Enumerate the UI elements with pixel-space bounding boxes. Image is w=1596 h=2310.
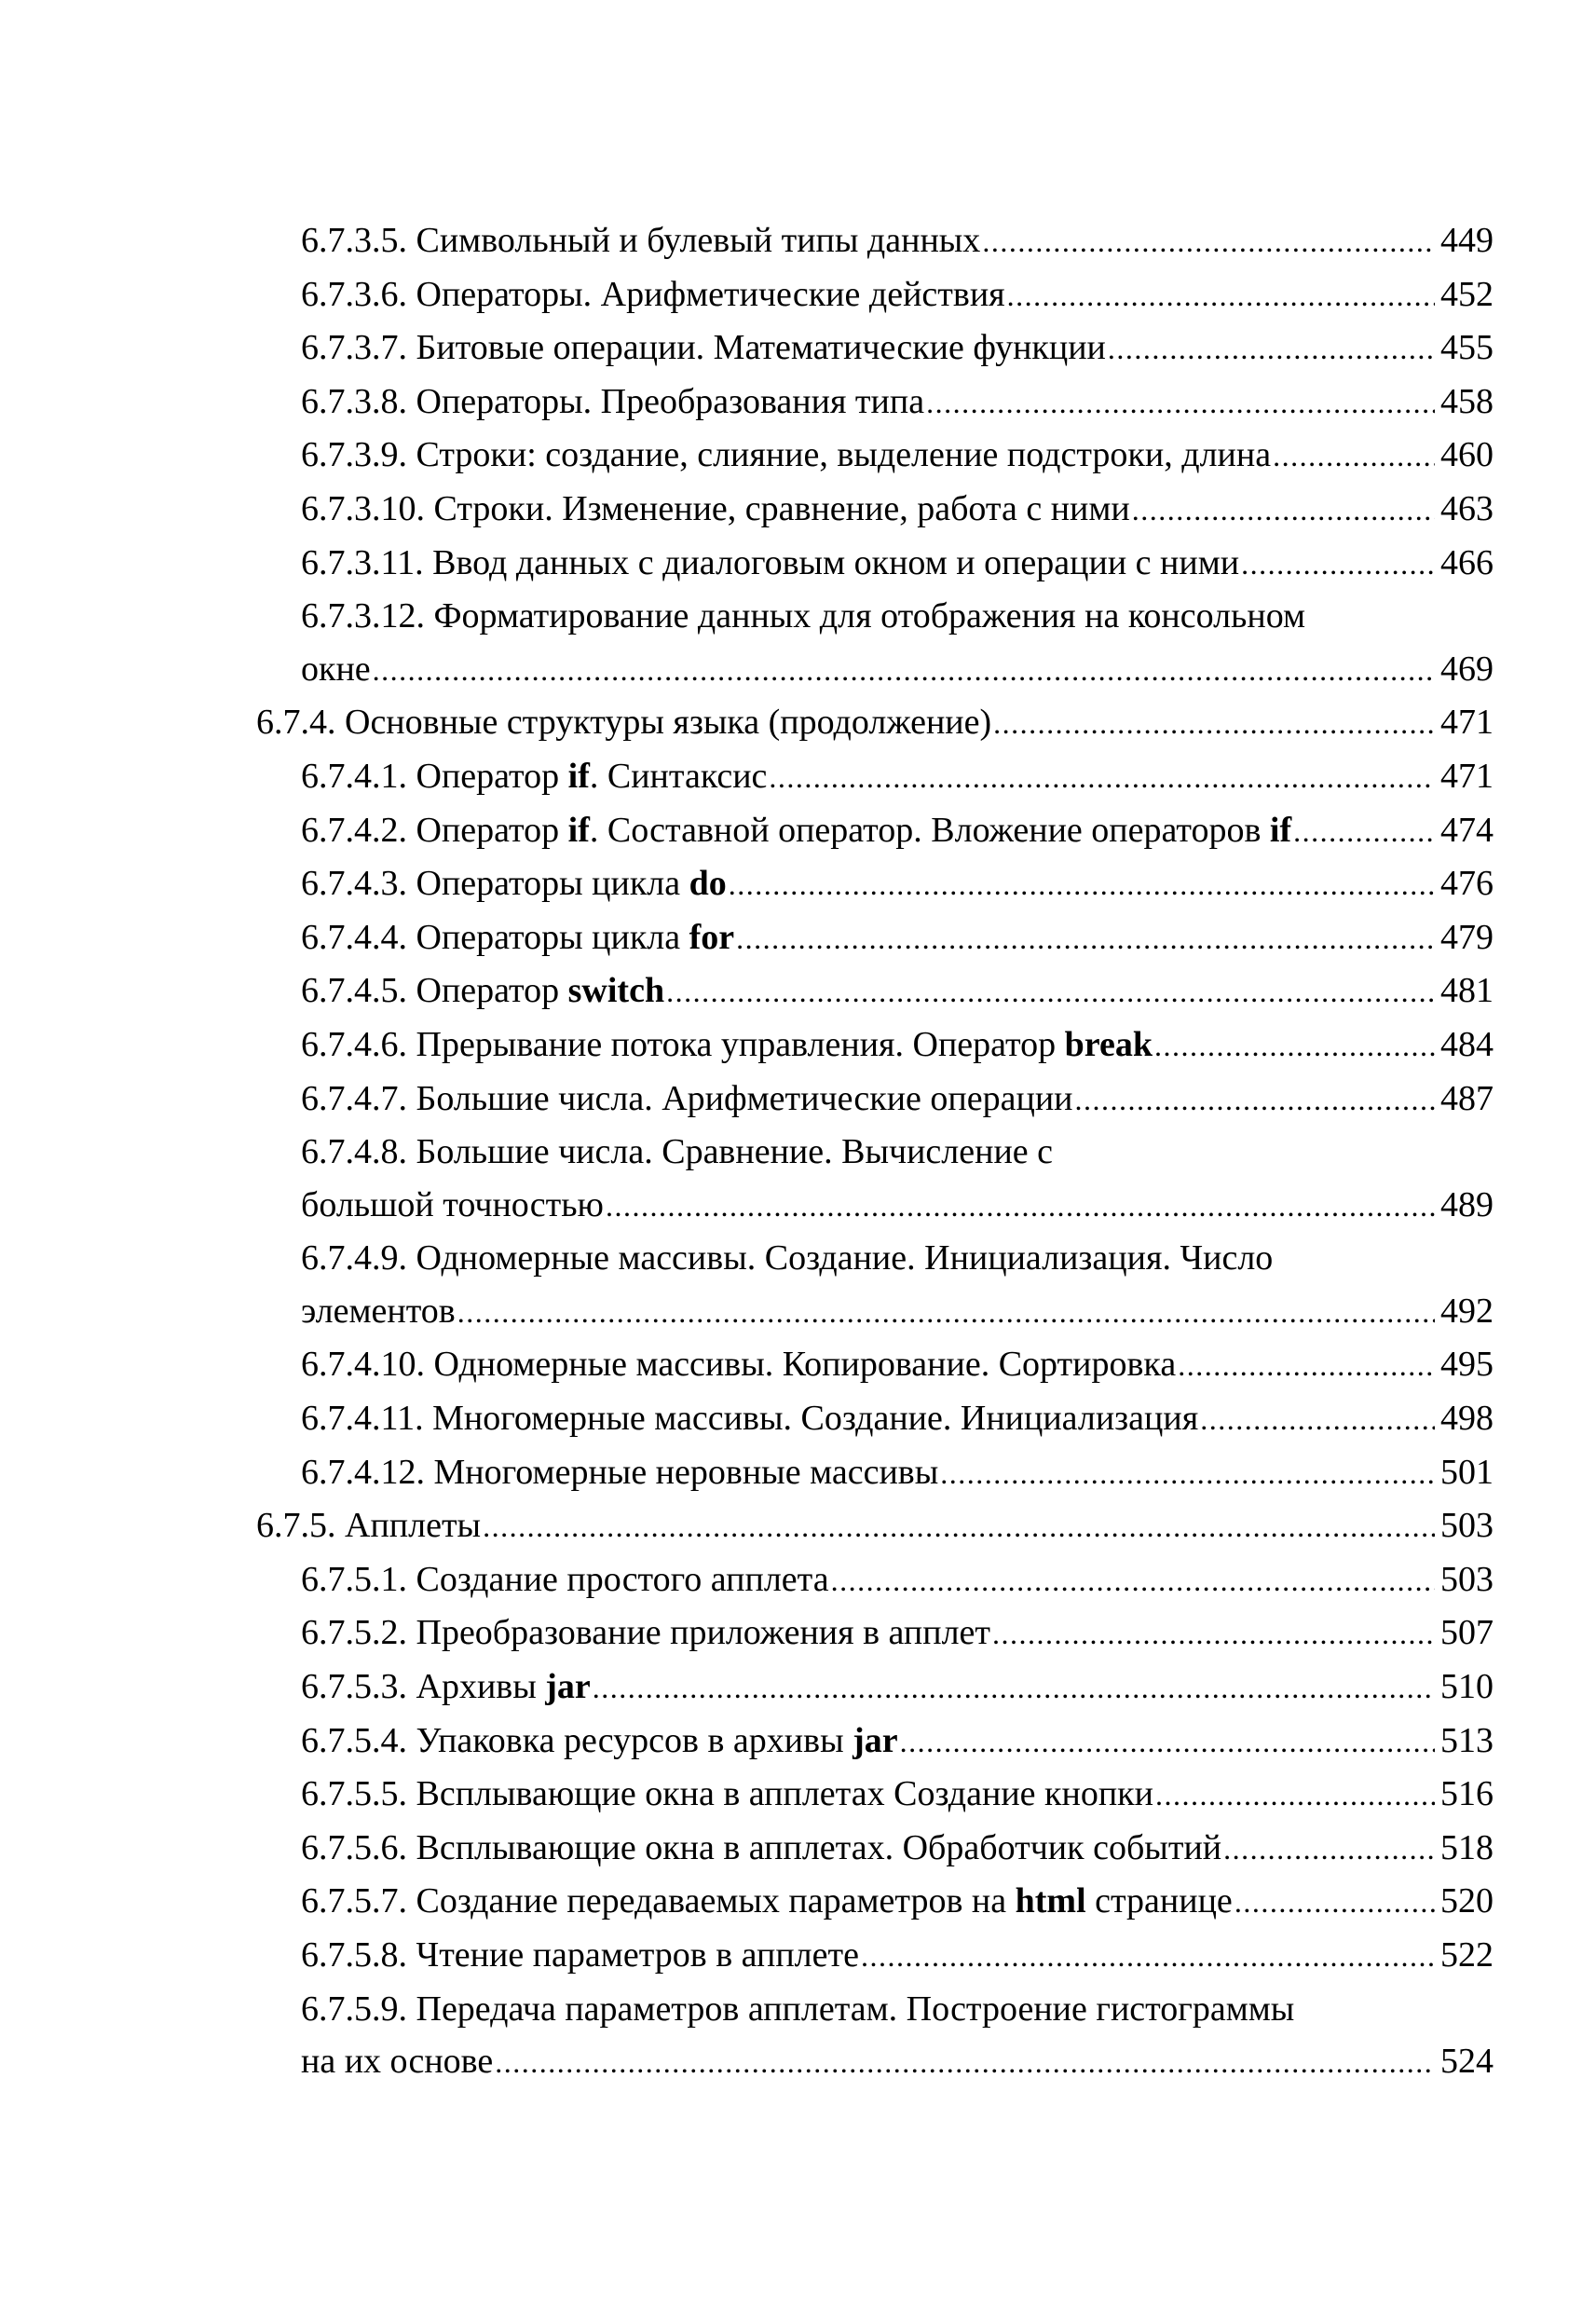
toc-entry-title (301, 537, 1239, 590)
toc-entry-leader-dots (1235, 1876, 1435, 1929)
toc-entry-page-number: 503 (1440, 1559, 1494, 1599)
toc-entry-title (301, 321, 1106, 375)
toc-entry-line (301, 376, 1494, 430)
toc-entry-number: 6.7.3.9. (301, 435, 407, 475)
toc-entry-title-first-line (301, 1983, 1494, 2036)
toc-entry-page-number: 484 (1440, 1024, 1494, 1064)
toc-entry-leader-dots (606, 1180, 1435, 1233)
toc-entry-number: 6.7.5.5. (301, 1774, 407, 1814)
toc-entry-title-first-line (301, 590, 1494, 643)
toc-entry-page-number: 469 (1440, 649, 1494, 689)
toc-entry-number: 6.7.3.11. (301, 542, 424, 582)
toc-entry-number: 6.7.5.7. (301, 1881, 407, 1921)
toc-entry-title-first-line (301, 1232, 1494, 1285)
toc-entry-title (301, 268, 1005, 321)
toc-entry-line (301, 1606, 1494, 1661)
toc-entry-number: 6.7.4.4. (301, 917, 407, 957)
toc-entry-leader-dots (1273, 430, 1435, 483)
toc-entry (256, 214, 1494, 268)
toc-entry (256, 590, 1494, 696)
toc-entry-title (301, 964, 664, 1018)
toc-entry-line (301, 1875, 1494, 1929)
toc-entry-number: 6.7.4.5. (301, 971, 407, 1011)
toc-entry-keyword: for (689, 917, 735, 957)
toc-entry-leader-dots (1132, 484, 1435, 537)
toc-entry-title (256, 1499, 481, 1552)
toc-entry-number: 6.7.3.10. (301, 488, 425, 528)
toc-entry-title-text: Операторы цикла (416, 917, 689, 957)
toc-entry-number: 6.7.5.6. (301, 1827, 407, 1867)
toc-entry-title-text: Одномерные массивы. Копирование. Сортировка (433, 1345, 1177, 1385)
toc-entry-title-text: Строки: создание, слияние, выделение подстроки, длина (416, 435, 1272, 475)
toc-entry-title (301, 1929, 859, 1982)
toc-entry-leader-dots (666, 965, 1435, 1018)
toc-entry-title-text: Апплеты (345, 1506, 482, 1546)
toc-entry-keyword: jar (853, 1720, 898, 1760)
toc-entry (256, 696, 1494, 750)
toc-entry-page-number: 460 (1440, 435, 1494, 475)
toc-entry-leader-dots (992, 1607, 1435, 1661)
toc-entry-line (301, 1018, 1494, 1073)
toc-entry-leader-dots (729, 858, 1435, 911)
toc-entry-line (301, 1338, 1494, 1392)
toc-entry-line (301, 911, 1494, 965)
toc-entry-number: 6.7.4.1. (301, 756, 407, 796)
toc-entry-page-number: 524 (1440, 2042, 1494, 2082)
toc-entry-number: 6.7.4.11. (301, 1399, 424, 1439)
toc-entry-leader-dots (495, 2036, 1435, 2089)
toc-entry-page-number: 449 (1440, 221, 1494, 260)
toc-entry-leader-dots (1108, 322, 1435, 376)
toc-entry-title-text: Ввод данных с диалоговым окном и операции с ними (432, 542, 1240, 582)
toc-entry-line (301, 964, 1494, 1018)
toc-entry (256, 1606, 1494, 1661)
toc-entry-line (256, 696, 1494, 750)
toc-entry-page-number: 452 (1440, 274, 1494, 314)
toc-entry-title (256, 696, 991, 749)
toc-entry (256, 1338, 1494, 1392)
toc-entry-title-text: . Составной оператор. Вложение операторов (589, 810, 1270, 850)
toc-entry-line (301, 1285, 1494, 1339)
toc-entry-title (301, 911, 734, 964)
toc-entry-title-text: Операторы. Преобразования типа (416, 381, 925, 421)
toc-entry-leader-dots (1154, 1019, 1435, 1073)
toc-entry-line (301, 483, 1494, 537)
toc-entry-title (301, 429, 1271, 482)
toc-entry-page-number: 495 (1440, 1345, 1494, 1385)
toc-entry-line (301, 1822, 1494, 1876)
toc-entry-title-text: Операторы. Арифметические действия (416, 274, 1005, 314)
toc-entry-page-number: 520 (1440, 1881, 1494, 1921)
toc-entry-title (301, 1338, 1176, 1391)
toc-entry (256, 1073, 1494, 1127)
toc-entry-number: 6.7.3.5. (301, 221, 407, 260)
toc-entry-page-number: 458 (1440, 381, 1494, 421)
toc-entry-page-number: 510 (1440, 1667, 1494, 1707)
toc-entry-leader-dots (982, 215, 1435, 268)
toc-entry (256, 1392, 1494, 1446)
toc-entry-page-number: 463 (1440, 488, 1494, 528)
toc-entry-title (301, 1606, 990, 1660)
toc-entry-title-text: Символьный и булевый типы данных (416, 221, 981, 260)
toc-entry-title (301, 1392, 1198, 1445)
toc-entry-number: 6.7.4.10. (301, 1345, 425, 1385)
toc-entry (256, 1875, 1494, 1929)
toc-entry-title (301, 1822, 1221, 1875)
table-of-contents (256, 214, 1494, 2089)
toc-entry-number: 6.7.4.9. (301, 1238, 407, 1278)
toc-entry-title-text: Большие числа. Арифметические операции (416, 1078, 1073, 1118)
toc-entry-line (256, 1499, 1494, 1553)
toc-entry-line (301, 750, 1494, 804)
toc-entry-page-number: 492 (1440, 1291, 1494, 1331)
toc-entry (256, 1715, 1494, 1769)
toc-entry (256, 1822, 1494, 1876)
toc-entry-line (301, 1715, 1494, 1769)
toc-entry (256, 1768, 1494, 1822)
toc-entry (256, 321, 1494, 376)
toc-entry-leader-dots (900, 1715, 1435, 1769)
toc-entry-title (301, 1073, 1073, 1126)
toc-entry-number: 6.7.4.8. (301, 1132, 407, 1172)
toc-entry (256, 429, 1494, 483)
toc-entry (256, 964, 1494, 1018)
toc-entry (256, 1499, 1494, 1553)
toc-entry-title-text: большой точностью (301, 1184, 604, 1224)
toc-entry-title-text: Преобразование приложения в апплет (416, 1613, 991, 1653)
toc-entry-leader-dots (483, 1500, 1435, 1553)
toc-entry-line (301, 429, 1494, 483)
toc-entry-number: 6.7.5.4. (301, 1720, 407, 1760)
toc-entry-keyword: html (1015, 1881, 1086, 1921)
toc-entry-number: 6.7.4.6. (301, 1024, 407, 1064)
toc-entry-page-number: 518 (1440, 1827, 1494, 1867)
toc-entry-title-text: элементов (301, 1291, 456, 1331)
toc-entry-line (301, 1073, 1494, 1127)
toc-entry-keyword: if (1269, 810, 1292, 850)
toc-entry-title-text: Создание простого апплета (416, 1559, 829, 1599)
toc-entry-number: 6.7.4. (256, 703, 336, 743)
toc-entry-page-number: 516 (1440, 1774, 1494, 1814)
toc-entry-title-text: странице (1085, 1881, 1233, 1921)
toc-entry-line (301, 857, 1494, 911)
toc-entry-line (301, 643, 1494, 697)
toc-entry-leader-dots (1007, 269, 1435, 322)
toc-entry-number: 6.7.5.8. (301, 1935, 407, 1975)
toc-entry-page-number: 513 (1440, 1720, 1494, 1760)
toc-entry-leader-dots (1075, 1073, 1435, 1127)
toc-entry-title-text: Основные структуры языка (продолжение) (345, 703, 992, 743)
toc-entry-number: 6.7.3.8. (301, 381, 407, 421)
toc-entry-keyword: if (567, 756, 590, 796)
toc-entry-line (301, 1661, 1494, 1715)
toc-entry (256, 1126, 1494, 1232)
toc-entry (256, 1232, 1494, 1338)
toc-entry-line (301, 268, 1494, 322)
toc-entry-number: 6.7.4.2. (301, 810, 407, 850)
toc-entry (256, 1661, 1494, 1715)
toc-entry-number: 6.7.5. (256, 1506, 336, 1546)
toc-entry-number: 6.7.4.7. (301, 1078, 407, 1118)
toc-entry-line (301, 1446, 1494, 1500)
toc-entry-title-text: Строки. Изменение, сравнение, работа с ними (433, 488, 1130, 528)
toc-entry-title-text: Чтение параметров в апплете (416, 1935, 859, 1975)
toc-entry-title-text: Многомерные неровные массивы (433, 1452, 939, 1492)
toc-entry-title (301, 1179, 604, 1232)
toc-entry-leader-dots (1293, 805, 1435, 858)
toc-entry-leader-dots (373, 644, 1435, 697)
toc-entry-page-number: 498 (1440, 1399, 1494, 1439)
toc-entry (256, 750, 1494, 804)
toc-entry-page-number: 503 (1440, 1506, 1494, 1546)
toc-entry-title-text: Большие числа. Сравнение. Вычисление с (416, 1132, 1054, 1172)
toc-entry-line (301, 537, 1494, 591)
toc-entry-line (301, 1392, 1494, 1446)
toc-entry-line (301, 1553, 1494, 1607)
toc-entry-title-text: Прерывание потока управления. Оператор (416, 1024, 1065, 1064)
toc-entry-leader-dots (593, 1661, 1435, 1715)
toc-entry-title (301, 1768, 1153, 1821)
toc-entry-title (301, 643, 371, 696)
toc-entry (256, 537, 1494, 591)
toc-entry-page-number: 522 (1440, 1935, 1494, 1975)
toc-entry-keyword: break (1064, 1024, 1153, 1064)
toc-entry-line (301, 1179, 1494, 1233)
toc-entry-leader-dots (861, 1930, 1435, 1983)
toc-entry-title-text: . Синтаксис (589, 756, 768, 796)
toc-entry-number: 6.7.3.12. (301, 596, 425, 636)
toc-entry-keyword: switch (567, 971, 665, 1011)
toc-entry-title-text: Всплывающие окна в апплетах Создание кнопки (416, 1774, 1153, 1814)
toc-entry (256, 376, 1494, 430)
toc-entry-title-text: Оператор (416, 971, 568, 1011)
toc-entry-title (301, 1715, 898, 1768)
toc-entry-number: 6.7.4.3. (301, 864, 407, 904)
toc-entry (256, 483, 1494, 537)
toc-entry (256, 1929, 1494, 1983)
toc-entry-leader-dots (940, 1447, 1435, 1500)
toc-entry-page-number: 471 (1440, 756, 1494, 796)
toc-entry-page-number: 489 (1440, 1184, 1494, 1224)
toc-entry-title (301, 750, 767, 803)
toc-entry-title-text: Битовые операции. Математические функции (416, 328, 1106, 368)
toc-entry-title-text: Оператор (416, 810, 568, 850)
toc-entry-keyword: jar (545, 1667, 591, 1707)
toc-entry-title-text: Одномерные массивы. Создание. Инициализация. Число (416, 1238, 1274, 1278)
toc-entry-title (301, 376, 924, 429)
toc-entry-title-text: Создание передаваемых параметров на (416, 1881, 1016, 1921)
toc-entry-number: 6.7.5.2. (301, 1613, 407, 1653)
toc-entry (256, 857, 1494, 911)
toc-entry-leader-dots (1241, 538, 1435, 591)
toc-entry-page-number: 501 (1440, 1452, 1494, 1492)
toc-entry-line (301, 1768, 1494, 1822)
toc-entry-title-text: Многомерные массивы. Создание. Инициализация (432, 1399, 1199, 1439)
toc-entry (256, 1446, 1494, 1500)
toc-entry-page-number: 479 (1440, 917, 1494, 957)
toc-entry-title (301, 1661, 591, 1714)
toc-entry-page-number: 481 (1440, 971, 1494, 1011)
toc-entry-title-text: Форматирование данных для отображения на консольном (433, 596, 1306, 636)
toc-entry-line (301, 804, 1494, 858)
toc-entry-title-first-line (301, 1126, 1494, 1179)
toc-entry-leader-dots (769, 751, 1435, 804)
toc-entry-page-number: 487 (1440, 1078, 1494, 1118)
toc-entry-title-text: на их основе (301, 2042, 494, 2082)
toc-entry-title (301, 1018, 1153, 1072)
toc-entry-leader-dots (457, 1286, 1435, 1339)
toc-entry-title-text: окне (301, 649, 371, 689)
toc-entry-leader-dots (993, 697, 1435, 750)
toc-entry (256, 911, 1494, 965)
toc-entry-title-text: Передача параметров апплетам. Построение гистограммы (416, 1989, 1295, 2029)
toc-entry-title (301, 1446, 938, 1499)
toc-entry-title-text: Упаковка ресурсов в архивы (416, 1720, 853, 1760)
toc-entry-leader-dots (1223, 1823, 1435, 1876)
toc-entry-title (301, 857, 727, 910)
toc-entry-page-number: 476 (1440, 864, 1494, 904)
toc-entry-line (301, 321, 1494, 376)
toc-entry-number: 6.7.5.1. (301, 1559, 407, 1599)
toc-entry-leader-dots (831, 1554, 1435, 1607)
toc-entry-keyword: do (689, 864, 727, 904)
toc-entry-page-number: 474 (1440, 810, 1494, 850)
toc-entry-page-number: 507 (1440, 1613, 1494, 1653)
toc-entry (256, 1983, 1494, 2089)
toc-entry-leader-dots (1178, 1339, 1435, 1392)
toc-entry-number: 6.7.4.12. (301, 1452, 425, 1492)
toc-entry-title (301, 214, 980, 267)
toc-entry-leader-dots (736, 912, 1435, 965)
toc-entry (256, 804, 1494, 858)
toc-entry-title (301, 2035, 493, 2088)
toc-entry-page-number: 466 (1440, 542, 1494, 582)
toc-entry-leader-dots (926, 376, 1435, 430)
toc-entry-title-text: Оператор (416, 756, 568, 796)
toc-entry-page-number: 455 (1440, 328, 1494, 368)
toc-entry-title-text: Архивы (416, 1667, 546, 1707)
toc-entry-title (301, 1553, 829, 1606)
toc-entry-title (301, 1285, 456, 1338)
toc-entry-title (301, 483, 1130, 536)
toc-entry-title-text: Операторы цикла (416, 864, 689, 904)
toc-entry (256, 1018, 1494, 1073)
toc-entry-leader-dots (1200, 1393, 1435, 1446)
toc-entry-leader-dots (1155, 1769, 1435, 1822)
toc-entry-number: 6.7.3.7. (301, 328, 407, 368)
toc-entry-number: 6.7.3.6. (301, 274, 407, 314)
toc-entry-title (301, 1875, 1233, 1928)
toc-entry-title-text: Всплывающие окна в апплетах. Обработчик событий (416, 1827, 1222, 1867)
toc-entry-line (301, 214, 1494, 268)
toc-entry (256, 1553, 1494, 1607)
toc-entry-line (301, 1929, 1494, 1983)
toc-entry-keyword: if (567, 810, 590, 850)
toc-entry-number: 6.7.5.3. (301, 1667, 407, 1707)
toc-entry-line (301, 2035, 1494, 2089)
toc-entry-page-number: 471 (1440, 703, 1494, 743)
toc-entry (256, 268, 1494, 322)
toc-entry-number: 6.7.5.9. (301, 1989, 407, 2029)
toc-entry-title (301, 804, 1291, 857)
